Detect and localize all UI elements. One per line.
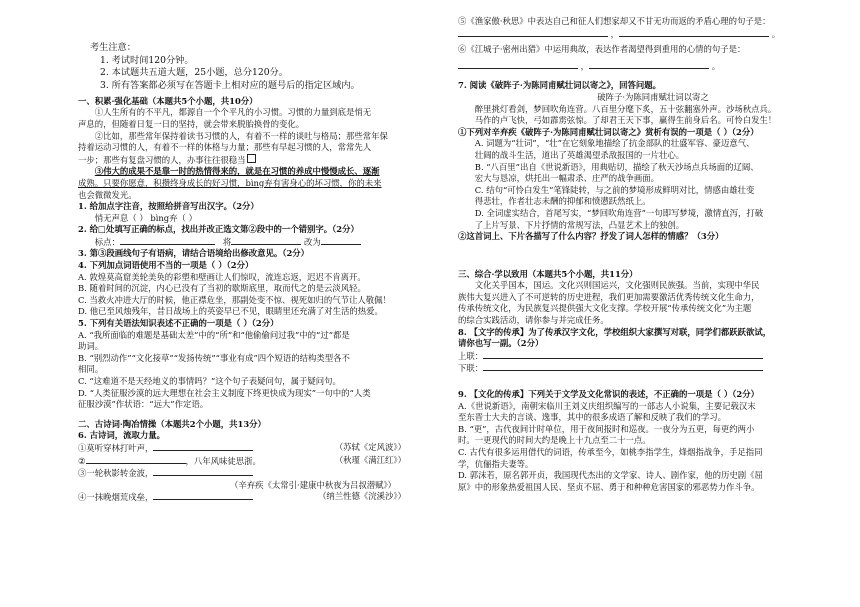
q9-option-b1: B. “更”，古代夜间计时单位，用于夜间报时和巡夜。一夜分为五更，每更约两小 (458, 423, 755, 434)
q6-stem: 6. 古诗词，流取力量。 (78, 430, 166, 441)
passage-p2a: ②比如，那些常年保持着读书习惯的人，有着不一样的谈吐与格局；那些常年保 (94, 130, 388, 141)
q6-line-3 (78, 467, 406, 480)
q8-stem-b: 请你也写一副。（2分） (458, 338, 544, 349)
q6-blank-6a[interactable] (458, 60, 578, 69)
passage-p3b-wrap (78, 178, 406, 190)
q1-answer: 悄无声息（ ） bìng弃（ ） (94, 212, 197, 223)
q8-up (458, 350, 848, 363)
q7-option-a1: A. 词题为“壮词”，“壮”在它刻象地描绘了抗金部队的壮盛军容、豪迈意气、 (474, 138, 755, 149)
sec3-p-c: 传承传统文化，为民族复兴提供强大文化支撑。学校开展“传承传统文化”为主题 (458, 303, 752, 314)
q8-up-blank[interactable] (483, 350, 763, 359)
q6-item-6: ⑥《江城子·密州出猎》中运用典故，表达作者渴望得到重用的心情的句子是： (458, 44, 746, 55)
q6-line-4-text: ④一抹晚烟荒戍垒， (78, 492, 154, 503)
q6-line-4 (78, 491, 406, 504)
passage-p2b: 持着运动习惯的人，有着不一样的体格与力量；那些有早起习惯的人，常常先人 (78, 142, 372, 153)
q2-blank-fix[interactable] (321, 236, 361, 245)
q8-down (458, 362, 848, 375)
q2-label-fix: 改为 (303, 236, 321, 247)
q4-option-c: C. 当救火冲进大厅的时候，他正襟危坐，那副处变不惊、视死如归的气节让人敬佩！ (78, 294, 391, 305)
passage-p2c (78, 154, 406, 167)
q7-option-c2: 得悲壮，作者壮志未酬的抑郁和愤懑跃然纸上。 (474, 196, 651, 207)
sec3-p-a: 文化关乎国本，国运。文化兴则国运兴，文化强则民族强。当前，实现中华民 (474, 280, 760, 291)
section-3-title: 三、综合·学以致用（本题共5个小题，共11分） (458, 268, 638, 279)
q5-option-b1: B. “别烈动作”“文化接草”“发扬传统”“事业有成”四个短语的结构类型各不 (78, 352, 350, 363)
q6-source-1: （苏轼《定风波》） (334, 441, 406, 452)
q5-option-b2: 相同。 (78, 364, 104, 375)
q8-stem-a: 8. 【文字的传承】为了传承汉字文化，学校组织大家撰写对联，同学们都跃跃欲试， (458, 326, 772, 337)
q7-2-stem: ②这首词上、下片各描写了什么内容？抒发了词人怎样的情感？（3分） (458, 231, 724, 242)
q5-option-a2: 助词。 (78, 341, 104, 352)
q4-option-b: B. 随着时间的沉淀，内心已没有了当初的歇斯底里，取而代之的是云淡风轻。 (78, 283, 366, 294)
q6-item-6-blanks: ， 。 (458, 60, 848, 73)
q2-label-wrong: 将 (222, 236, 232, 247)
q6-line-1-text: ①莫听穿林打叶声， (78, 442, 154, 453)
passage-p1b: 声息的，但随着日复一日的坚持，就会带来脱胎换骨的变化。 (78, 118, 305, 129)
q6-blank-2[interactable] (86, 455, 186, 464)
notes-title: 考生注意： (90, 42, 136, 53)
section-1-title: 一、积累·强化基础（本题共5个小题，共10分） (78, 95, 258, 106)
q9-option-d1: D. 郭沫若，原名郭开贞，我国现代杰出的文学家、诗人、剧作家，他的历史剧《屈 (458, 470, 763, 481)
q8-down-blank[interactable] (483, 362, 763, 371)
q6-blank-5b[interactable] (619, 28, 769, 37)
q5-option-d1: D. “人类征服沙漠的远大理想在社会主义制度下终更快成为现实”一句中的“人类 (78, 387, 371, 398)
q7-option-a2: 壮阔的战斗生活，道出了英雄渴望杀敌报国的一片壮心。 (474, 149, 685, 160)
q7-option-b2: 宏大与恳凉，烘托出一幅肃杀、庄严的战争画面。 (474, 173, 660, 184)
q9-option-c1: C. 古代有很多运用借代的词语，传承至今，如桃李指学生，烽烟指战争，手足指同 (458, 447, 763, 457)
passage-p3b: 成熟。只要你愿意，积攒终身成长的好习惯，bìng弃有害身心的坏习惯，你的未来 (78, 177, 382, 188)
q6-blank-1[interactable] (153, 442, 253, 451)
sec3-p-d: 的综合实践活动，请你参与并完成任务。 (458, 315, 609, 326)
q6-blank-6b[interactable] (589, 60, 709, 69)
q6-line-3-text: ③一轮秋影转金波， (78, 468, 154, 479)
q6-line-1 (78, 442, 406, 455)
poem-title: 破阵子·为陈同甫赋壮词以寄之 (597, 91, 709, 102)
q7-1-stem: ①下列对辛弃疾《破阵子·为陈同甫赋壮词以寄之》赏析有误的一项是（ ）（2分） (458, 126, 759, 137)
q2-blank-wrong[interactable] (231, 236, 301, 245)
q9-option-a1: A.《世说新语》，南朝宋临川王刘义庆组织编写的一部志人小说集，主要记载汉末 (458, 400, 756, 411)
q6-line-2-num: ② (78, 455, 86, 466)
q6-line-2 (78, 455, 406, 468)
passage-p1a: ①人生所有的不平凡，都源自一个个平凡的小习惯。习惯的力量到底是悄无 (94, 107, 372, 118)
q4-option-d: D. 他已至风烛残年，昔日战场上的英姿早已不见，眼睛里还充满了对生活的热爱。 (78, 306, 383, 317)
q5-option-d2: 征服沙漠”作状语：“远大”作定语。 (78, 399, 209, 410)
q6-line-2-text: ，八年风味徒思浙。 (185, 455, 261, 466)
exam-notes (78, 42, 406, 93)
q9-option-b2: 时。一更现代的时间大约是晚上十九点至二十一点。 (458, 435, 651, 446)
notes-item-1: 1. 考试时间120分钟。 (100, 54, 194, 66)
punctuation-box (247, 154, 256, 163)
q6-source-3: （辛弃疾《太常引·建康中秋夜为吕叔潜赋》） (230, 479, 396, 490)
q7-title: 7. 阅读《破阵子·为陈同甫赋壮词以寄之》，回答问题。 (458, 80, 662, 91)
notes-item-2: 2. 本试题共五道大题，25小题，总分120分。 (100, 67, 288, 79)
q6-blank-3[interactable] (153, 467, 253, 476)
q6-source-2: （秋瑾《满江红》） (334, 454, 406, 465)
q6-blank-5a[interactable] (458, 28, 608, 37)
q8-down-label: 下联： (458, 363, 484, 374)
q9-stem: 9. 【文化的传承】下列关于文学及文化常识的表述，不正确的一项是（ ）（2分） (458, 389, 759, 400)
passage-p2c-text: 一步；那些有复盘习惯的人，办事往往很稳当 (78, 154, 246, 165)
poem-line-2: 马作的卢飞快，弓如霹雳弦惊。了却君王天下事，赢得生前身后名。可怜白发生！ (474, 115, 777, 126)
q7-option-c1: C. 结句“可怜白发生”笔锋陡转，与之前的梦境形成鲜明对比，情感由雄壮变 (474, 184, 755, 195)
passage-p3a: ③伟大的成果不是靠一时的热情得来的，就是在习惯的养成中慢慢成长、逐渐 (94, 166, 380, 177)
q5-option-c1: C. “这难道不是天经地义的事情吗？”这个句子表疑问句，属于疑问句。 (78, 376, 341, 386)
q1-stem: 1. 给加点字注音，按照给拼音写出汉字。（2分） (78, 201, 259, 212)
q6-item-5: ⑤《渔家傲·秋思》中表达自己和征人们想家却又不甘无功而返的矛盾心理的句子是： (458, 16, 771, 26)
q2-answer (95, 236, 406, 249)
notes-item-3: 3. 所有答案都必须写在答题卡上相对应的题号后的指定区域内。 (100, 80, 360, 92)
q9-option-a2: 至东晋士大夫的言谈、逸事，其中的很多成语了解和反映了我们的学习。 (458, 412, 726, 423)
q7-option-d1: D. 全词虚实结合，首尾写实，“梦回吹角连营”一句即写梦境，激情直泻，打破 (474, 207, 764, 218)
q2-label-punct: 标点： (94, 236, 120, 247)
q6-source-4: （纳兰性德《浣溪沙》） (318, 491, 406, 502)
q5-stem: 5. 下列有关语法知识表述不正确的一项是（ ）（2分） (78, 318, 279, 329)
q4-stem: 4. 下列加点词语使用不当的一项是（ ）（2分） (78, 260, 254, 271)
q4-option-a: A. 敦煌莫高窟美轮美奂的彩塑和壁画让人们惊叹，流连忘返，迟迟不肯离开。 (78, 271, 366, 282)
right-column (430, 0, 860, 607)
q7-option-d2: 了上片写景、下片抒情的常规写法，凸显艺术上的独创。 (474, 219, 685, 230)
q2-stem: 2. 给□处填写正确的标点，找出并改正选文第②段中的一个错别字。（2分） (78, 224, 359, 235)
passage-p3c: 也会微微发光。 (78, 189, 137, 200)
q2-blank-punct[interactable] (120, 236, 215, 245)
q9-option-d2: 原》中的形象热爱祖国人民、坚贞不屈、勇于和种种危害国家的邪恶势力作斗争。 (458, 481, 760, 492)
poem-line-1: 醉里挑灯看剑，梦回吹角连营。八百里分麾下炙，五十弦翻塞外声。沙场秋点兵。 (474, 103, 777, 114)
sec3-p-b: 族伟大复兴进入了不可逆转的历史进程，我们更加需要激活优秀传统文化生命力， (458, 291, 760, 302)
q6-item-5-blanks: ， 。 (458, 28, 848, 41)
q5-option-a1: A. “我所面临的难题是基础太差”中的“所”和“他偷偷问过我”中的“过”都是 (78, 329, 350, 340)
q6-blank-4[interactable] (153, 491, 253, 500)
q8-up-label: 上联： (458, 350, 484, 361)
q3-stem: 3. 第③段画线句子有语病，请结合语境给出修改意见。（2分） (78, 248, 310, 259)
q7-option-b1: B. “八百里”出自《世说新语》，用典贴切，描绘了秋天沙场点兵场面的辽阔、 (474, 161, 759, 172)
q9-option-c2: 学，伉俪指夫妻等。 (458, 458, 534, 469)
section-2-title: 二、古诗词·陶冶情操（本题共2个小题，共13分） (78, 418, 266, 429)
